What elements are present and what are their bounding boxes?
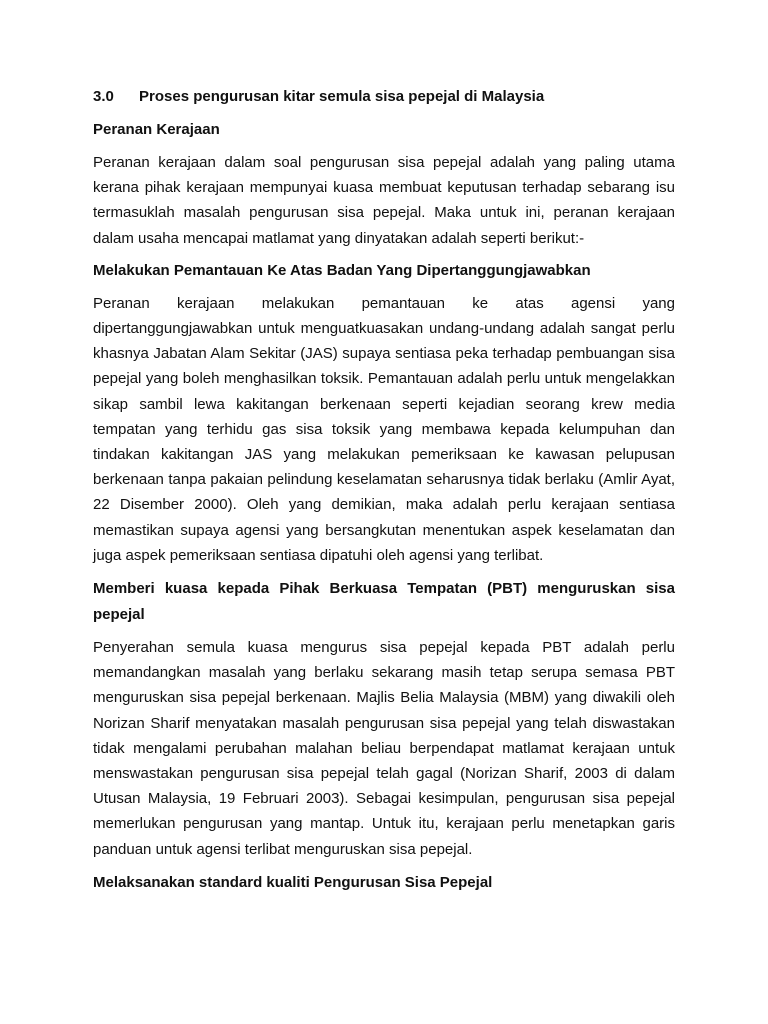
paragraph-peranan-kerajaan: Peranan kerajaan dalam soal pengurusan sisa pepejal adalah yang paling utama kerana pihak kerajaan mempunyai kuasa membuat keputusan terhadap sebarang isu termasuklah masalah pengurusan sisa pepejal. Maka untuk ini, peranan kerajaan dalam usaha mencapai matlamat yang dinyatakan adalah seperti berikut:- [93, 154, 675, 247]
section-number: 3.0 [93, 88, 114, 105]
subheading-standard-kualiti: Melaksanakan standard kualiti Pengurusan Sisa Pepejal [93, 873, 493, 891]
subheading-kuasa-pbt: Memberi kuasa kepada Pihak Berkuasa Tempatan (PBT) menguruskan sisa pepejal [93, 580, 675, 623]
document-page [93, 84, 675, 903]
paragraph-pemantauan: Peranan kerajaan melakukan pemantauan ke atas agensi yang dipertanggungjawabkan untuk menguatkuasakan undang-undang adalah sangat perlu khasnya Jabatan Alam Sekitar (JAS) supaya sentiasa peka terhadap pembuangan sisa pepejal yang boleh menghasilkan toksik. Pemantauan adalah perlu untuk mengelakkan sikap sambil lewa kakitangan berkenaan seperti kejadian seorang krew media tempatan yang terhidu gas sisa toksik yang membawa kepada kelumpuhan dan tindakan kakitangan JAS yang melakukan pemeriksaan ke kawasan pelupusan berkenaan tanpa pakaian pelindung keselamatan seharusnya tidak berlaku (Amlir Ayat, 22 Disember 2000). Oleh yang demikian, maka adalah perlu kerajaan sentiasa memastikan supaya agensi yang bersangkutan menentukan aspek keselamatan dan juga aspek pemeriksaan sentiasa dipatuhi oleh agensi yang terlibat. [93, 294, 675, 564]
section-heading [93, 84, 675, 109]
subheading-peranan-kerajaan: Peranan Kerajaan [93, 121, 220, 138]
section-title: Proses pengurusan kitar semula sisa pepejal di Malaysia [139, 88, 545, 105]
subheading-pemantauan: Melakukan Pemantauan Ke Atas Badan Yang Dipertanggungjawabkan [93, 261, 591, 279]
paragraph-kuasa-pbt: Penyerahan semula kuasa mengurus sisa pepejal kepada PBT adalah perlu memandangkan masalah yang berlaku sekarang masih tetap serupa semasa PBT menguruskan sisa pepejal berkenaan. Majlis Belia Malaysia (MBM) yang diwakili oleh Norizan Sharif menyatakan masalah pengurusan sisa pepejal yang telah diswastakan tidak mengalami perubahan malahan beliau berpendapat matlamat kerajaan untuk menswastakan pengurusan sisa pepejal telah gagal (Norizan Sharif, 2003 di dalam Utusan Malaysia, 19 Februari 2003). Sebagai kesimpulan, pengurusan sisa pepejal memerlukan pengurusan yang mantap. Untuk itu, kerajaan perlu menetapkan garis panduan untuk agensi terlibat menguruskan sisa pepejal. [93, 639, 675, 858]
